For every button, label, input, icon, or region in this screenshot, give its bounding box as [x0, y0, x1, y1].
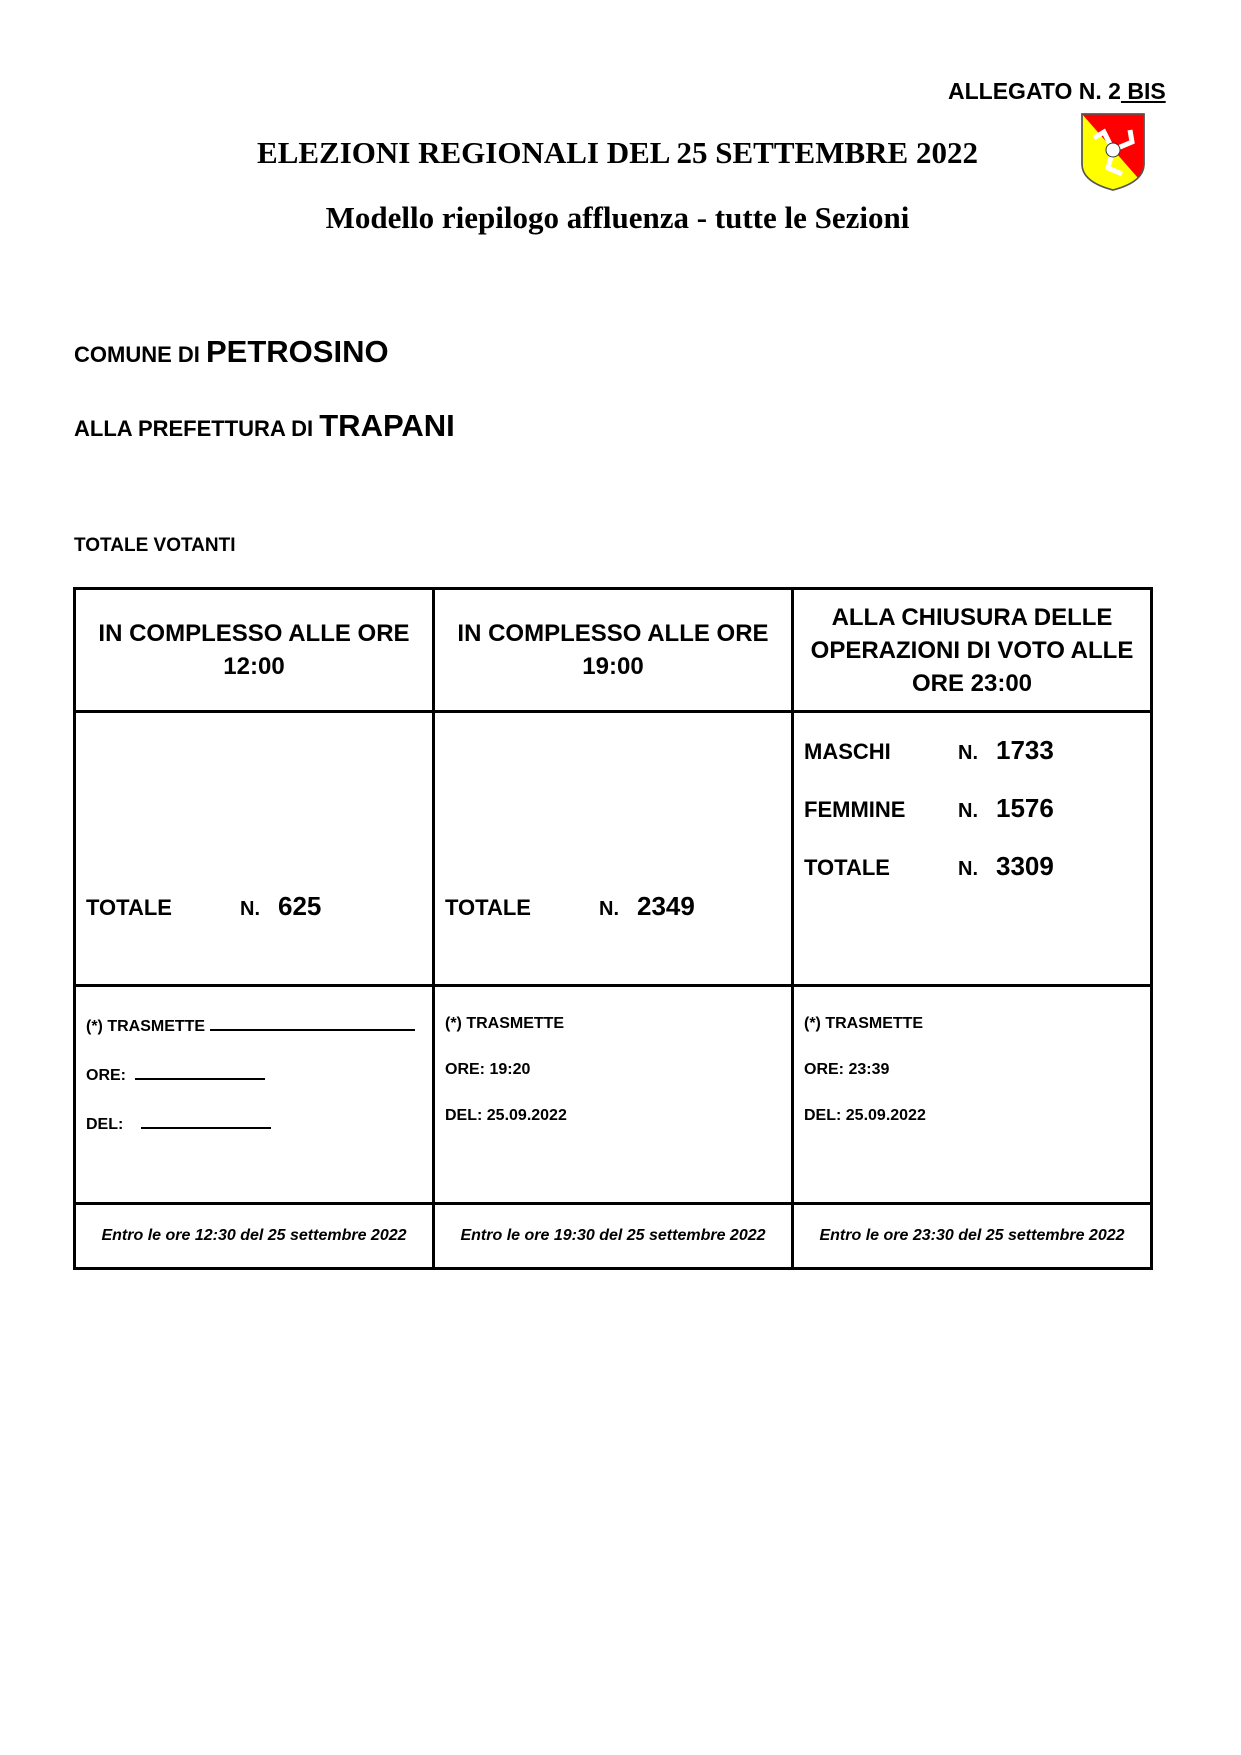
- deadline-19: Entro le ore 19:30 del 25 settembre 2022: [434, 1204, 793, 1269]
- blank-line: [141, 1113, 271, 1129]
- header-23: ALLA CHIUSURA DELLE OPERAZIONI DI VOTO ALLE ORE 23:00: [793, 589, 1152, 712]
- deadline-12: Entro le ore 12:30 del 25 settembre 2022: [75, 1204, 434, 1269]
- total-12: 625: [278, 891, 322, 921]
- cell-total-12: TOTALE N. 625: [75, 712, 434, 986]
- femmine-23: 1576: [996, 793, 1054, 823]
- comune-name: PETROSINO: [206, 334, 389, 369]
- cell-transmit-19: (*) TRASMETTE ORE: 19:20 DEL: 25.09.2022: [434, 986, 793, 1204]
- maschi-23: 1733: [996, 735, 1054, 765]
- sicily-coat-of-arms-icon: [1080, 112, 1146, 192]
- prefettura-name: TRAPANI: [319, 408, 455, 443]
- header-12: IN COMPLESSO ALLE ORE 12:00: [75, 589, 434, 712]
- total-19: 2349: [637, 891, 695, 921]
- section-label: TOTALE VOTANTI: [74, 535, 236, 556]
- cell-total-23: MASCHI N. 1733 FEMMINE N. 1576 TOTALE N. 3309: [793, 712, 1152, 986]
- header-19: IN COMPLESSO ALLE ORE 19:00: [434, 589, 793, 712]
- blank-line: [135, 1064, 265, 1080]
- blank-line: [210, 1015, 415, 1031]
- prefettura: ALLA PREFETTURA DI TRAPANI: [74, 408, 455, 443]
- comune: COMUNE DI PETROSINO: [74, 334, 389, 369]
- cell-transmit-12: (*) TRASMETTE ORE: DEL:: [75, 986, 434, 1204]
- document-title: ELEZIONI REGIONALI DEL 25 SETTEMBRE 2022: [257, 135, 978, 170]
- total-23: 3309: [996, 851, 1054, 881]
- attachment-label: ALLEGATO N. 2 BIS: [948, 78, 1166, 104]
- turnout-table: [73, 587, 1153, 1270]
- document-subtitle: Modello riepilogo affluenza - tutte le Sezioni: [325, 200, 910, 235]
- cell-transmit-23: (*) TRASMETTE ORE: 23:39 DEL: 25.09.2022: [793, 986, 1152, 1204]
- deadline-23: Entro le ore 23:30 del 25 settembre 2022: [793, 1204, 1152, 1269]
- cell-total-19: TOTALE N. 2349: [434, 712, 793, 986]
